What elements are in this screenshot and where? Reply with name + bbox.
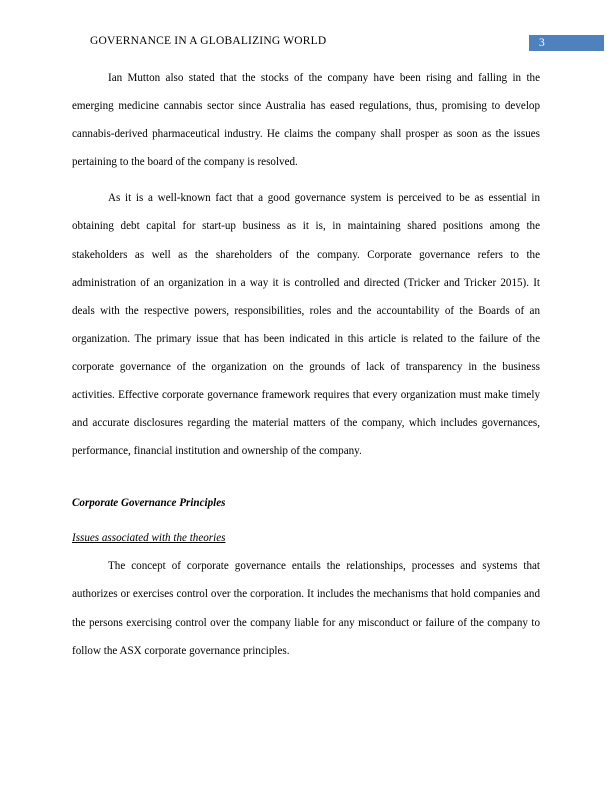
paragraph: The concept of corporate governance entails the relationships, processes and systems that authorizes or exercises control over the corporation. It includes the mechanisms that hold companies and the persons exercising control over the company liable for any misconduct or failure of the company to follow the ASX corporate governance principles. (72, 560, 540, 657)
paragraph: Ian Mutton also stated that the stocks of the company have been rising and falling in the emerging medicine cannabis sector since Australia has eased regulations, thus, promising to develop cannabis-derived pharmaceutical industry. He claims the company shall prosper as soon as the issues pertaining to the board of the company is resolved. (72, 72, 540, 169)
subsection-heading: Issues associated with the theories (72, 532, 226, 545)
running-header: GOVERNANCE IN A GLOBALIZING WORLD (90, 35, 327, 47)
paragraph: As it is a well-known fact that a good governance system is perceived to be as essential in obtaining debt capital for start-up business as it is, in maintaining shared positions among the stakeholders as well as the shareholders of the company. Corporate governance refers to the administration of an organization in a way it is controlled and directed (Tricker and Tricker 2015). It deals with the respective powers, responsibilities, roles and the accountability of the Boards of an organization. The primary issue that has been indicated in this article is related to the failure of the corporate governance of the organization on the grounds of lack of transparency in the business activities. Effective corporate governance framework requires that every organization must make timely and accurate disclosures regarding the material matters of the company, which includes governances, performance, financial institution and ownership of the company. (72, 192, 540, 458)
page-number: 3 (529, 35, 604, 51)
section-heading: Corporate Governance Principles (72, 497, 226, 510)
document-body (72, 64, 540, 665)
